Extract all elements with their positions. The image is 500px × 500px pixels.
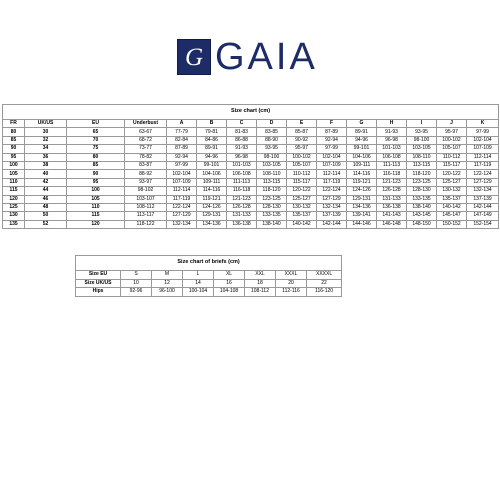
size-chart-cell: 103-105 [407,145,437,153]
size-chart-cell: 95-97 [437,128,467,136]
briefs-cell: 14 [183,279,214,288]
size-chart-cell: 128-130 [257,203,287,211]
size-chart-header-cell: UK/US [25,120,67,128]
size-chart-cell: 117-119 [167,195,197,203]
size-chart-cell: 80 [67,153,125,161]
briefs-cell: 104-108 [214,288,245,297]
size-chart-header-cell: A [167,120,197,128]
size-chart-cell: 112-114 [467,153,499,161]
size-chart-cell: 113-115 [407,161,437,169]
size-chart-cell: 124-126 [347,187,377,195]
briefs-cell: 10 [121,279,152,288]
size-chart-title: Size chart (cm) [3,105,499,120]
gaia-logo [177,38,318,76]
briefs-row-label: Size UK/US [76,279,121,288]
size-chart-cell: 84-86 [197,136,227,144]
size-chart-cell: 96-98 [227,153,257,161]
size-chart-row [3,128,499,136]
size-chart-cell: 137-139 [317,212,347,220]
size-chart-cell: 119-121 [347,178,377,186]
briefs-chart-table [75,255,342,297]
size-chart-cell: 107-109 [317,161,347,169]
size-chart-header-cell: D [257,120,287,128]
size-chart-cell: 38 [25,161,67,169]
size-chart-header-cell: I [407,120,437,128]
size-chart-cell: 120 [67,220,125,228]
size-chart-cell: 116-118 [377,170,407,178]
size-chart-cell: 131-133 [227,212,257,220]
size-chart-cell: 143-145 [407,212,437,220]
size-chart-cell: 105-107 [437,145,467,153]
size-chart-cell: 107-109 [467,145,499,153]
size-chart-cell: 85 [67,161,125,169]
size-chart-cell: 63-67 [125,128,167,136]
size-chart-header-cell: FR [3,120,25,128]
size-chart-cell: 119-121 [197,195,227,203]
size-chart-cell: 124-126 [197,203,227,211]
size-chart-cell: 68-72 [125,136,167,144]
size-chart-cell: 135-137 [287,212,317,220]
size-chart-cell: 42 [25,178,67,186]
briefs-cell: 92-96 [121,288,152,297]
size-chart-header-cell: C [227,120,257,128]
size-chart-cell: 85-87 [287,128,317,136]
size-chart-row [3,170,499,178]
size-chart-cell: 52 [25,220,67,228]
size-chart-cell: 138-140 [407,203,437,211]
size-chart-cell: 131-133 [377,195,407,203]
size-chart-cell: 142-144 [317,220,347,228]
size-chart-cell: 112-114 [167,187,197,195]
size-chart-cell: 113-115 [257,178,287,186]
briefs-cell: 108-112 [245,288,276,297]
size-chart-cell: 80 [3,128,25,136]
size-chart-cell: 122-124 [467,170,499,178]
size-chart-cell: 147-149 [467,212,499,220]
size-chart-cell: 130-132 [437,187,467,195]
size-chart-cell: 152-154 [467,220,499,228]
size-chart-cell: 89-91 [197,145,227,153]
size-chart-cell: 34 [25,145,67,153]
size-chart-cell: 92-94 [317,136,347,144]
size-chart-cell: 81-83 [227,128,257,136]
size-chart-cell: 140-142 [437,203,467,211]
briefs-size-uk-row [76,279,342,288]
size-chart-cell: 99-101 [197,161,227,169]
size-chart-cell: 94-96 [347,136,377,144]
size-chart-cell: 118-120 [257,187,287,195]
size-chart-cell: 50 [25,212,67,220]
size-chart-cell: 120-122 [437,170,467,178]
size-chart-cell: 89-91 [347,128,377,136]
size-chart-cell: 98-102 [125,187,167,195]
size-chart-row [3,187,499,195]
size-chart-cell: 142-144 [467,203,499,211]
size-chart-cell: 136-138 [227,220,257,228]
briefs-cell: 100-104 [183,288,214,297]
size-chart-header-cell: K [467,120,499,128]
size-chart-cell: 106-108 [227,170,257,178]
size-chart-cell: 95 [3,153,25,161]
size-chart-cell: 105 [67,195,125,203]
size-chart-header-cell: G [347,120,377,128]
size-chart-cell: 100 [3,161,25,169]
logo-wordmark: GAIA [215,36,318,78]
size-chart-row [3,136,499,144]
size-chart-row [3,195,499,203]
size-chart-cell: 135 [3,220,25,228]
briefs-cell: L [183,271,214,280]
size-chart-cell: 98-100 [407,136,437,144]
size-chart-cell: 145-147 [437,212,467,220]
briefs-cell: 18 [245,279,276,288]
size-chart-header-cell: E [287,120,317,128]
size-chart-cell: 133-135 [257,212,287,220]
size-chart-cell: 93-95 [407,128,437,136]
size-chart-cell: 135-137 [437,195,467,203]
size-chart-cell: 32 [25,136,67,144]
size-chart-cell: 110-112 [437,153,467,161]
briefs-row-label: Hips [76,288,121,297]
size-chart-cell: 133-135 [407,195,437,203]
size-chart-cell: 117-119 [467,161,499,169]
size-chart-cell: 127-129 [467,178,499,186]
size-chart-cell: 85 [3,136,25,144]
size-chart-cell: 104-106 [197,170,227,178]
size-chart-cell: 105-107 [287,161,317,169]
size-chart-cell: 121-123 [377,178,407,186]
size-chart-cell: 40 [25,170,67,178]
size-chart-cell: 130-132 [287,203,317,211]
size-chart-cell: 95 [67,178,125,186]
size-chart-cell: 127-129 [167,212,197,220]
size-chart-cell: 141-143 [377,212,407,220]
size-chart-row [3,178,499,186]
size-chart-cell: 100-102 [437,136,467,144]
size-chart-cell: 122-124 [317,187,347,195]
size-chart-cell: 107-109 [167,178,197,186]
size-chart-cell: 102-104 [467,136,499,144]
size-chart-cell: 137-139 [467,195,499,203]
logo-monogram: G [184,43,204,71]
size-chart-cell: 106-108 [377,153,407,161]
briefs-cell: 20 [276,279,307,288]
briefs-cell: 112-116 [276,288,307,297]
size-chart-cell: 115 [3,187,25,195]
size-chart-cell: 134-136 [197,220,227,228]
size-chart-cell: 125 [3,203,25,211]
size-chart-cell: 120-122 [287,187,317,195]
size-chart-cell: 115-117 [287,178,317,186]
size-chart-cell: 93-97 [125,178,167,186]
size-chart-cell: 114-116 [197,187,227,195]
size-chart-cell: 101-103 [227,161,257,169]
size-chart-cell: 96-98 [377,136,407,144]
briefs-cell: XXL [245,271,276,280]
size-chart-cell: 132-134 [467,187,499,195]
size-chart-cell: 144-146 [347,220,377,228]
size-chart-row [3,153,499,161]
size-chart-cell: 115 [67,212,125,220]
size-chart-cell: 138-140 [257,220,287,228]
size-chart-cell: 97-99 [167,161,197,169]
size-chart-row [3,212,499,220]
size-chart-cell: 93-95 [257,145,287,153]
size-chart-cell: 97-99 [317,145,347,153]
size-chart-cell: 86-88 [227,136,257,144]
size-chart-cell: 83-87 [125,161,167,169]
size-chart-cell: 110-112 [287,170,317,178]
size-chart-cell: 100 [67,187,125,195]
size-chart-cell: 122-124 [167,203,197,211]
size-chart-cell: 148-150 [407,220,437,228]
size-chart-cell: 87-89 [167,145,197,153]
size-chart-cell: 128-130 [407,187,437,195]
briefs-chart-title: Size chart of briefs (cm) [76,256,342,271]
size-chart-cell: 79-81 [197,128,227,136]
size-chart-cell: 139-141 [347,212,377,220]
size-chart-cell: 91-93 [227,145,257,153]
size-chart-cell: 44 [25,187,67,195]
size-chart-cell: 108-112 [125,203,167,211]
size-chart-cell: 134-136 [347,203,377,211]
size-chart-cell: 108-110 [407,153,437,161]
size-chart-header-cell: H [377,120,407,128]
size-chart-header-cell: Underbust [125,120,167,128]
size-chart-cell: 92-94 [167,153,197,161]
size-chart-cell: 129-131 [197,212,227,220]
briefs-cell: 22 [307,279,342,288]
size-chart-cell: 90-92 [287,136,317,144]
size-chart-cell: 30 [25,128,67,136]
size-chart-cell: 127-129 [317,195,347,203]
size-chart-cell: 130 [3,212,25,220]
size-chart-cell: 123-125 [257,195,287,203]
size-chart-header-cell: EU [67,120,125,128]
size-chart-cell: 110 [3,178,25,186]
size-chart-cell: 46 [25,195,67,203]
briefs-cell: 12 [152,279,183,288]
size-chart-row [3,203,499,211]
size-chart-cell: 105 [3,170,25,178]
size-chart-cell: 82-84 [167,136,197,144]
size-chart-cell: 111-113 [377,161,407,169]
size-chart-cell: 109-111 [197,178,227,186]
size-chart-cell: 125-127 [437,178,467,186]
briefs-hips-row [76,288,342,297]
size-chart-cell: 125-127 [287,195,317,203]
size-chart-header-cell: F [317,120,347,128]
size-chart-cell: 129-131 [347,195,377,203]
size-chart-cell: 90 [67,170,125,178]
size-chart-row [3,220,499,228]
briefs-cell: M [152,271,183,280]
size-chart-cell: 83-85 [257,128,287,136]
size-chart-cell: 95-97 [287,145,317,153]
size-chart-header-cell: J [437,120,467,128]
size-chart-cell: 126-128 [377,187,407,195]
size-chart-cell: 102-104 [317,153,347,161]
briefs-cell: 16 [214,279,245,288]
size-chart-cell: 111-113 [227,178,257,186]
size-chart-cell: 112-114 [317,170,347,178]
briefs-cell: XXXL [276,271,307,280]
briefs-cell: 96-100 [152,288,183,297]
size-chart-cell: 121-123 [227,195,257,203]
size-chart-cell: 110 [67,203,125,211]
size-chart-cell: 77-79 [167,128,197,136]
size-chart-cell: 98-100 [257,153,287,161]
size-chart-cell: 90 [3,145,25,153]
size-chart-row [3,145,499,153]
size-chart-cell: 94-96 [197,153,227,161]
size-chart-cell: 117-119 [317,178,347,186]
size-chart-cell: 123-125 [407,178,437,186]
size-chart-cell: 88-92 [125,170,167,178]
briefs-cell: 116-120 [307,288,342,297]
size-chart-cell: 48 [25,203,67,211]
size-chart-cell: 36 [25,153,67,161]
size-chart-cell: 118-120 [407,170,437,178]
size-chart-cell: 140-142 [287,220,317,228]
size-chart-cell: 114-116 [347,170,377,178]
briefs-row-label: Size EU [76,271,121,280]
size-chart-cell: 102-104 [167,170,197,178]
size-chart-cell: 65 [67,128,125,136]
size-chart-cell: 103-105 [257,161,287,169]
size-chart-table [2,104,499,229]
size-chart-cell: 70 [67,136,125,144]
size-chart-cell: 116-118 [227,187,257,195]
size-chart-cell: 73-77 [125,145,167,153]
briefs-cell: S [121,271,152,280]
size-chart-cell: 104-106 [347,153,377,161]
size-chart-cell: 113-117 [125,212,167,220]
size-chart-header-row [3,120,499,128]
size-chart-cell: 97-99 [467,128,499,136]
size-chart-cell: 103-107 [125,195,167,203]
size-chart-cell: 100-102 [287,153,317,161]
size-chart-cell: 109-111 [347,161,377,169]
size-chart-cell: 136-138 [377,203,407,211]
briefs-size-eu-row [76,271,342,280]
size-chart-cell: 87-89 [317,128,347,136]
size-chart-header-cell: B [197,120,227,128]
size-chart-body [3,128,499,229]
logo-monogram-box [177,39,211,75]
size-chart-cell: 120 [3,195,25,203]
briefs-cell: XL [214,271,245,280]
briefs-cell: XXXXL [307,271,342,280]
size-chart-cell: 150-152 [437,220,467,228]
size-chart-cell: 88-90 [257,136,287,144]
size-chart-cell: 75 [67,145,125,153]
size-chart-cell: 126-128 [227,203,257,211]
size-chart-cell: 146-148 [377,220,407,228]
size-chart-cell: 132-134 [317,203,347,211]
size-chart-row [3,161,499,169]
size-chart-cell: 108-110 [257,170,287,178]
size-chart-cell: 101-103 [377,145,407,153]
size-chart-cell: 78-82 [125,153,167,161]
size-chart-cell: 118-122 [125,220,167,228]
size-chart-cell: 132-134 [167,220,197,228]
size-chart-cell: 99-101 [347,145,377,153]
size-chart-cell: 91-93 [377,128,407,136]
size-chart-cell: 115-117 [437,161,467,169]
